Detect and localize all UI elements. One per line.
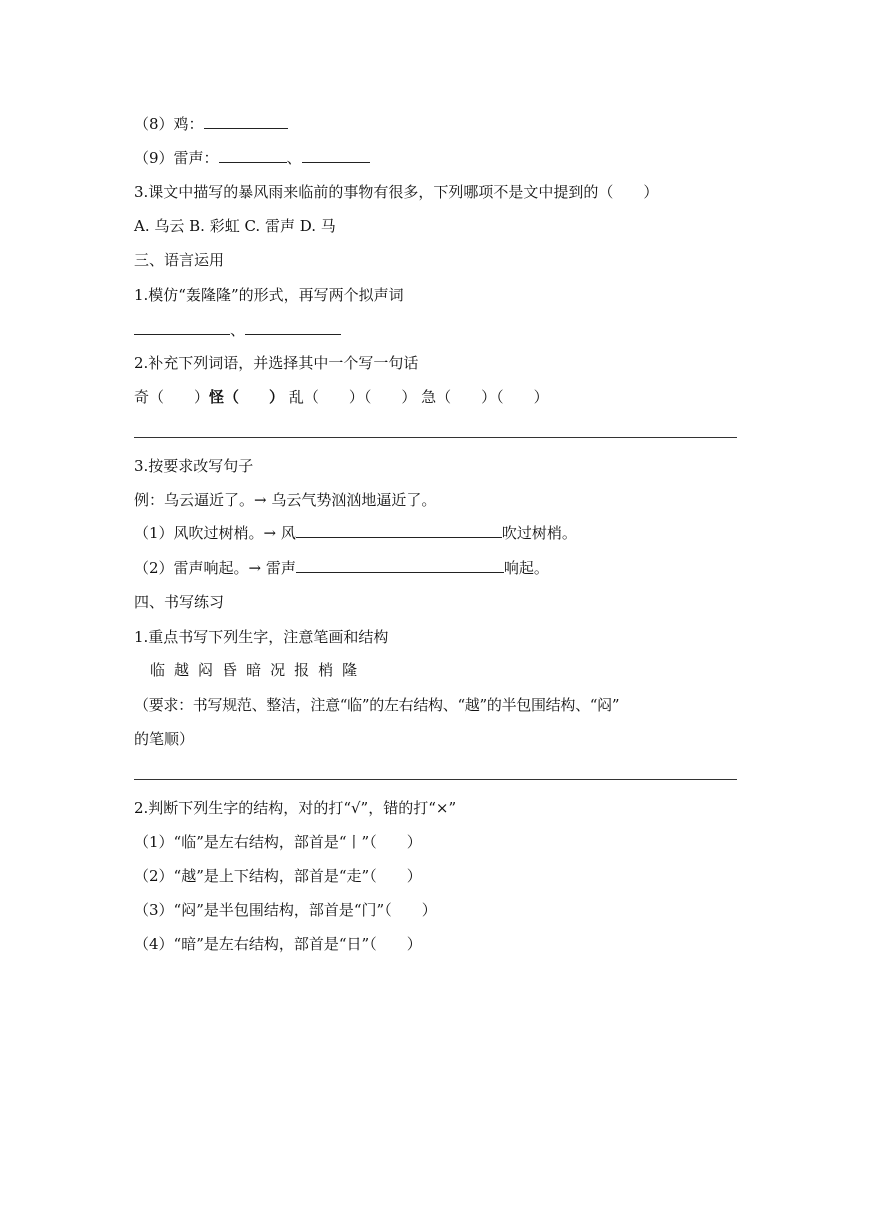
practice-char: 况 xyxy=(270,661,286,679)
question-9 xyxy=(134,148,370,168)
rewrite-sentence-2 xyxy=(134,558,549,578)
section-4-title: 四、书写练习 xyxy=(134,593,225,611)
question-8 xyxy=(134,114,288,134)
rewrite-sentence-1 xyxy=(134,523,577,543)
rewrite-1-prefix: （1）风吹过树梢。→ 风 xyxy=(134,524,296,542)
question-3-options: A. 乌云 B. 彩虹 C. 雷声 D. 马 xyxy=(134,217,336,235)
practice-characters xyxy=(150,660,366,680)
practice-char: 梢 xyxy=(318,661,334,679)
writing-line[interactable] xyxy=(134,779,737,780)
rewrite-1-suffix: 吹过树梢。 xyxy=(501,524,577,542)
section-3-question-2: 2.补充下列词语，并选择其中一个写一句话 xyxy=(134,354,419,372)
practice-char: 临 xyxy=(150,661,166,679)
answer-blank[interactable] xyxy=(302,148,370,163)
judge-item-4[interactable]: （4）“暗”是左右结构，部首是“日”（ ） xyxy=(134,935,422,953)
word-fill-luan[interactable]: 乱（ ）（ ） xyxy=(288,388,417,406)
answer-blank[interactable] xyxy=(296,558,504,573)
section-3-title: 三、语言运用 xyxy=(134,251,225,269)
practice-char: 越 xyxy=(174,661,190,679)
practice-char: 昏 xyxy=(222,661,238,679)
practice-char: 报 xyxy=(294,661,310,679)
section-3-question-1: 1.模仿“轰隆隆”的形式，再写两个拟声词 xyxy=(134,286,404,304)
requirement-line-1: （要求：书写规范、整洁，注意“临”的左右结构、“越”的半包围结构、“闷” xyxy=(134,696,620,714)
onomatopoeia-answers xyxy=(134,320,341,340)
section-4-question-2: 2.判断下列生字的结构，对的打“√”，错的打“×” xyxy=(134,799,457,817)
word-fill-row xyxy=(134,387,549,407)
answer-blank[interactable] xyxy=(296,523,502,538)
question-8-label: （8）鸡： xyxy=(134,115,204,133)
section-3-question-3: 3.按要求改写句子 xyxy=(134,457,254,475)
question-9-label: （9）雷声： xyxy=(134,149,219,167)
practice-char: 闷 xyxy=(198,661,214,679)
answer-blank[interactable] xyxy=(134,320,230,335)
separator: 、 xyxy=(286,149,302,167)
judge-item-2[interactable]: （2）“越”是上下结构，部首是“走”（ ） xyxy=(134,867,422,885)
answer-blank[interactable] xyxy=(204,114,288,129)
practice-char: 暗 xyxy=(246,661,262,679)
word-fill-qi[interactable]: 奇（ ） xyxy=(134,388,210,406)
rewrite-2-prefix: （2）雷声响起。→ 雷声 xyxy=(134,559,296,577)
rewrite-2-suffix: 响起。 xyxy=(503,559,549,577)
word-fill-guai[interactable]: 怪（ ） xyxy=(209,388,285,406)
rewrite-example: 例：乌云逼近了。→ 乌云气势汹汹地逼近了。 xyxy=(134,491,437,509)
answer-blank[interactable] xyxy=(219,148,287,163)
judge-item-3[interactable]: （3）“闷”是半包围结构，部首是“门”（ ） xyxy=(134,901,437,919)
section-4-question-1: 1.重点书写下列生字，注意笔画和结构 xyxy=(134,628,389,646)
writing-line[interactable] xyxy=(134,437,737,438)
question-3-choice: 3.课文中描写的暴风雨来临前的事物有很多，下列哪项不是文中提到的（ ） xyxy=(134,183,659,201)
answer-blank[interactable] xyxy=(245,320,341,335)
practice-char: 隆 xyxy=(342,661,358,679)
word-fill-ji[interactable]: 急（ ）（ ） xyxy=(421,388,549,406)
requirement-line-2: 的笔顺） xyxy=(134,730,195,748)
separator: 、 xyxy=(230,321,246,339)
judge-item-1[interactable]: （1）“临”是左右结构，部首是“丨”（ ） xyxy=(134,833,422,851)
